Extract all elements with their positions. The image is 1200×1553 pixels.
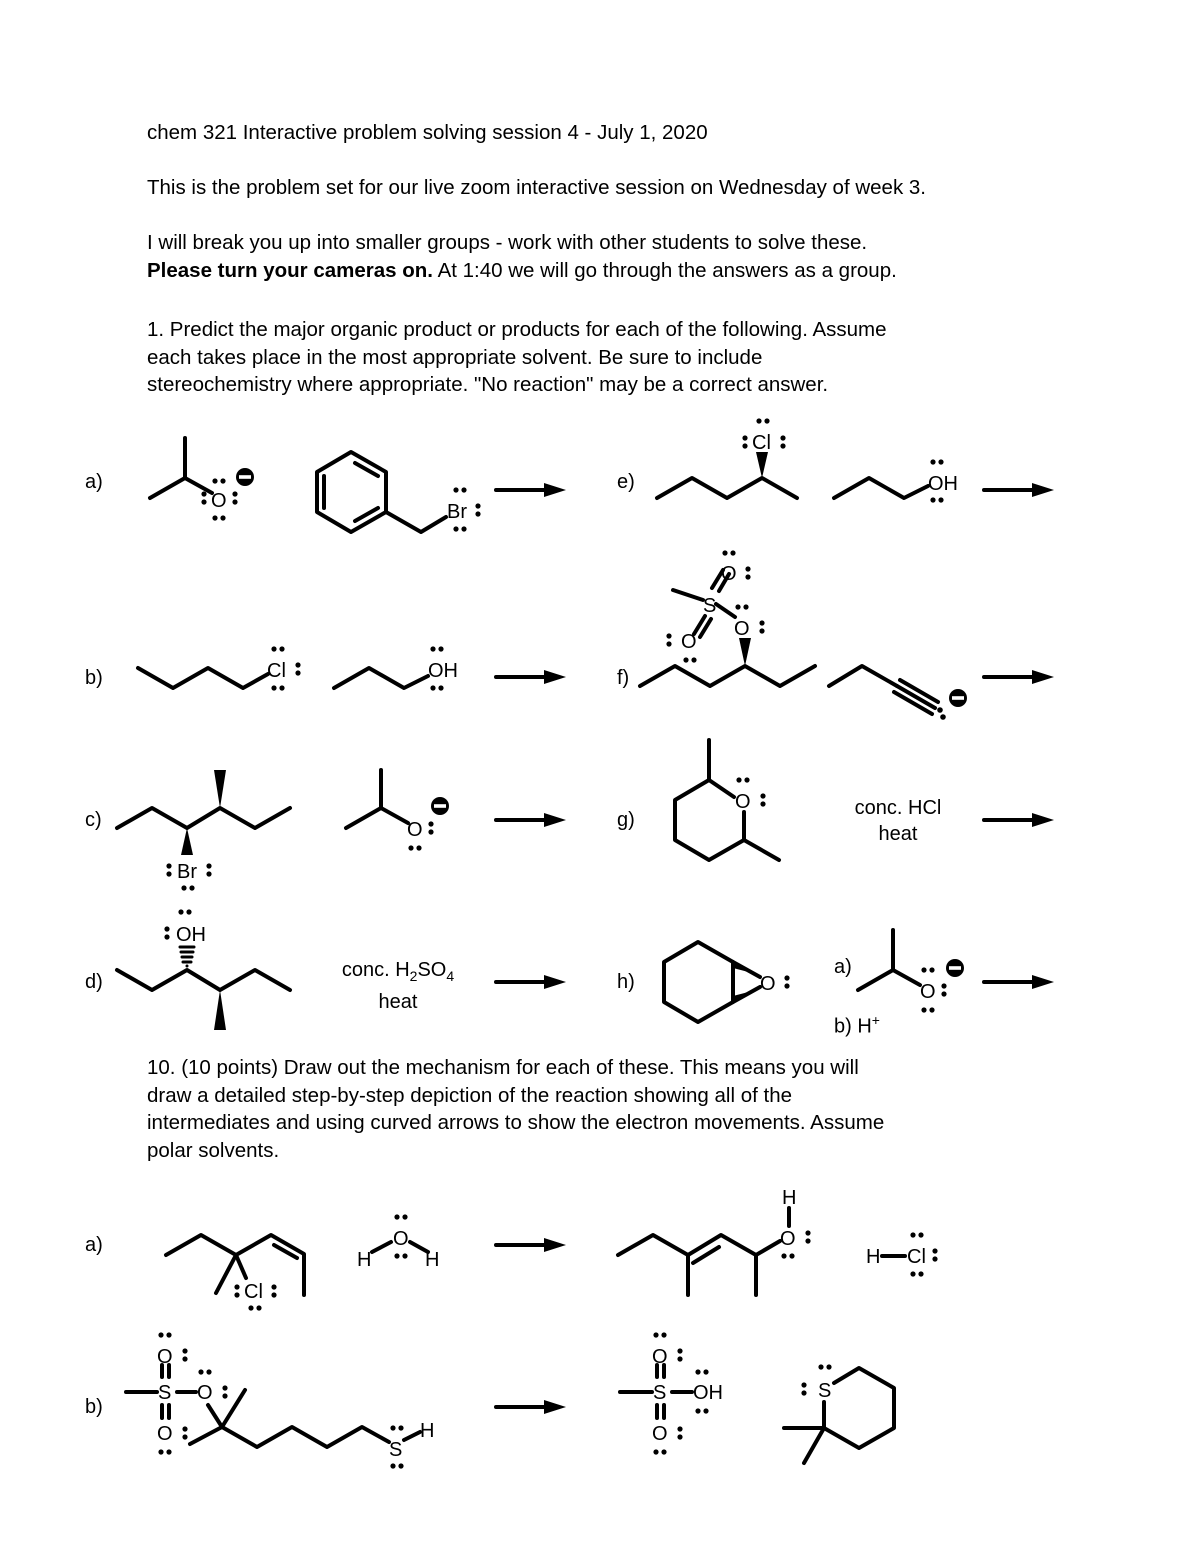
page-title: chem 321 Interactive problem solving session 4 - July 1, 2020 <box>147 121 708 144</box>
condition-h-step-a: a) <box>834 956 852 978</box>
oxygen-atom: O <box>735 791 751 813</box>
arrow-1b <box>496 670 566 684</box>
oxygen-atom: O <box>920 981 936 1003</box>
label-1g: g) <box>617 809 635 831</box>
q10-line-3: intermediates and using curved arrows to show the electron movements. Assume <box>147 1111 885 1134</box>
negative-charge-icon <box>431 797 449 815</box>
structure-1f-mesylate <box>640 550 815 686</box>
structure-10a-hcl <box>866 1232 938 1276</box>
label-10a: a) <box>85 1234 103 1256</box>
cameras-bold-text: Please turn your cameras on. <box>147 259 433 282</box>
chlorine-atom: Cl <box>244 1281 263 1303</box>
label-1e: e) <box>617 471 635 493</box>
label-1c: c) <box>85 809 102 831</box>
arrow-1e <box>984 483 1054 497</box>
bromine-atom: Br <box>447 501 467 523</box>
structure-1h-epoxide <box>664 942 790 1022</box>
arrow-10b <box>496 1400 566 1414</box>
oxygen-atom: O <box>157 1423 173 1445</box>
sulfur-atom: S <box>818 1380 832 1402</box>
condition-h-step-b: b) H+ <box>834 1012 880 1038</box>
hydrogen-atom: H <box>782 1187 797 1209</box>
arrow-1c <box>496 813 566 827</box>
oxygen-atom: O <box>393 1228 409 1250</box>
structure-1f-alkynide <box>829 666 967 720</box>
hydroxyl-group: OH <box>693 1382 723 1404</box>
hydroxyl-group: OH <box>928 473 958 495</box>
structure-1a-benzyl-bromide <box>317 452 481 532</box>
oxygen-atom: O <box>652 1346 668 1368</box>
structure-1b-propanol <box>334 646 458 690</box>
oxygen-atom: O <box>197 1382 213 1404</box>
oxygen-atom: O <box>652 1423 668 1445</box>
chlorine-atom: Cl <box>907 1246 926 1268</box>
label-1f: f) <box>617 667 630 689</box>
oxygen-atom: O <box>211 490 227 512</box>
q10-line-4: polar solvents. <box>147 1139 280 1162</box>
structure-1h-isopropoxide <box>858 930 964 1013</box>
oxygen-atom: O <box>721 563 737 585</box>
arrow-1f <box>984 670 1054 684</box>
label-1b: b) <box>85 667 103 689</box>
structure-1a-isopropoxide <box>150 438 254 521</box>
cameras-rest-text: At 1:40 we will go through the answers as a group. <box>437 259 897 282</box>
sulfur-atom: S <box>653 1382 667 1404</box>
structure-1e-alkyl-chloride <box>657 418 797 498</box>
structure-10a-water <box>357 1214 439 1271</box>
oxygen-atom: O <box>157 1346 173 1368</box>
negative-charge-icon <box>236 468 254 486</box>
hydrogen-atom: H <box>357 1249 372 1271</box>
q10-line-1: 10. (10 points) Draw out the mechanism for each of these. This means you will <box>147 1056 859 1079</box>
label-10b: b) <box>85 1396 103 1418</box>
hydrogen-atom: H <box>420 1420 435 1442</box>
condition-g-line1: conc. HCl <box>854 797 942 819</box>
q1-line-2: each takes place in the most appropriate solvent. Be sure to include <box>147 346 763 369</box>
hydroxyl-group: OH <box>428 660 458 682</box>
sulfur-atom: S <box>389 1439 403 1461</box>
structure-1d-alcohol <box>117 909 290 1030</box>
structure-1g-dimethyl-oxane <box>675 740 779 860</box>
label-1h: h) <box>617 971 635 993</box>
arrow-1h <box>984 975 1054 989</box>
hydroxyl-group: OH <box>176 924 206 946</box>
oxygen-atom: O <box>780 1228 796 1250</box>
structure-1e-propanol <box>834 459 958 502</box>
negative-charge-icon <box>949 689 967 707</box>
arrow-1d <box>496 975 566 989</box>
structure-10b-sulfonate-thiol <box>126 1332 434 1468</box>
oxygen-atom: O <box>681 631 697 653</box>
groups-text: I will break you up into smaller groups - work with other students to solve these. <box>147 231 868 254</box>
structure-1c-alkyl-bromide <box>117 770 290 891</box>
structure-10b-thiane <box>784 1364 894 1463</box>
structure-1c-isopropoxide <box>346 770 449 851</box>
sulfur-atom: S <box>703 595 717 617</box>
q10-line-2: draw a detailed step-by-step depiction of the reaction showing all of the <box>147 1084 792 1107</box>
sulfur-atom: S <box>158 1382 172 1404</box>
label-1a: a) <box>85 471 103 493</box>
structure-1b-butyl-chloride <box>138 646 301 690</box>
structure-10a-allylic-alcohol <box>618 1187 811 1295</box>
condition-g-line2: heat <box>878 823 918 845</box>
hydrogen-atom: H <box>866 1246 881 1268</box>
structure-10a-allylic-chloride <box>166 1235 304 1311</box>
intro-text: This is the problem set for our live zoom interactive session on Wednesday of week 3. <box>147 176 926 199</box>
negative-charge-icon <box>946 959 964 977</box>
oxygen-atom: O <box>760 973 776 995</box>
arrow-10a <box>496 1238 566 1252</box>
chlorine-atom: Cl <box>752 432 771 454</box>
q1-line-3: stereochemistry where appropriate. "No reaction" may be a correct answer. <box>147 373 829 396</box>
hydrogen-atom: H <box>425 1249 440 1271</box>
condition-d-line1: conc. $H_2SO_4$ <box>341 959 455 984</box>
condition-d-line2: heat <box>378 991 418 1013</box>
oxygen-atom: O <box>407 819 423 841</box>
arrow-1g <box>984 813 1054 827</box>
bromine-atom: Br <box>177 861 197 883</box>
chlorine-atom: Cl <box>267 660 286 682</box>
label-1d: d) <box>85 971 103 993</box>
structure-10b-methanesulfonic-acid <box>620 1332 723 1454</box>
q1-line-1: 1. Predict the major organic product or products for each of the following. Assume <box>147 318 887 341</box>
arrow-1a <box>496 483 566 497</box>
oxygen-atom: O <box>734 618 750 640</box>
